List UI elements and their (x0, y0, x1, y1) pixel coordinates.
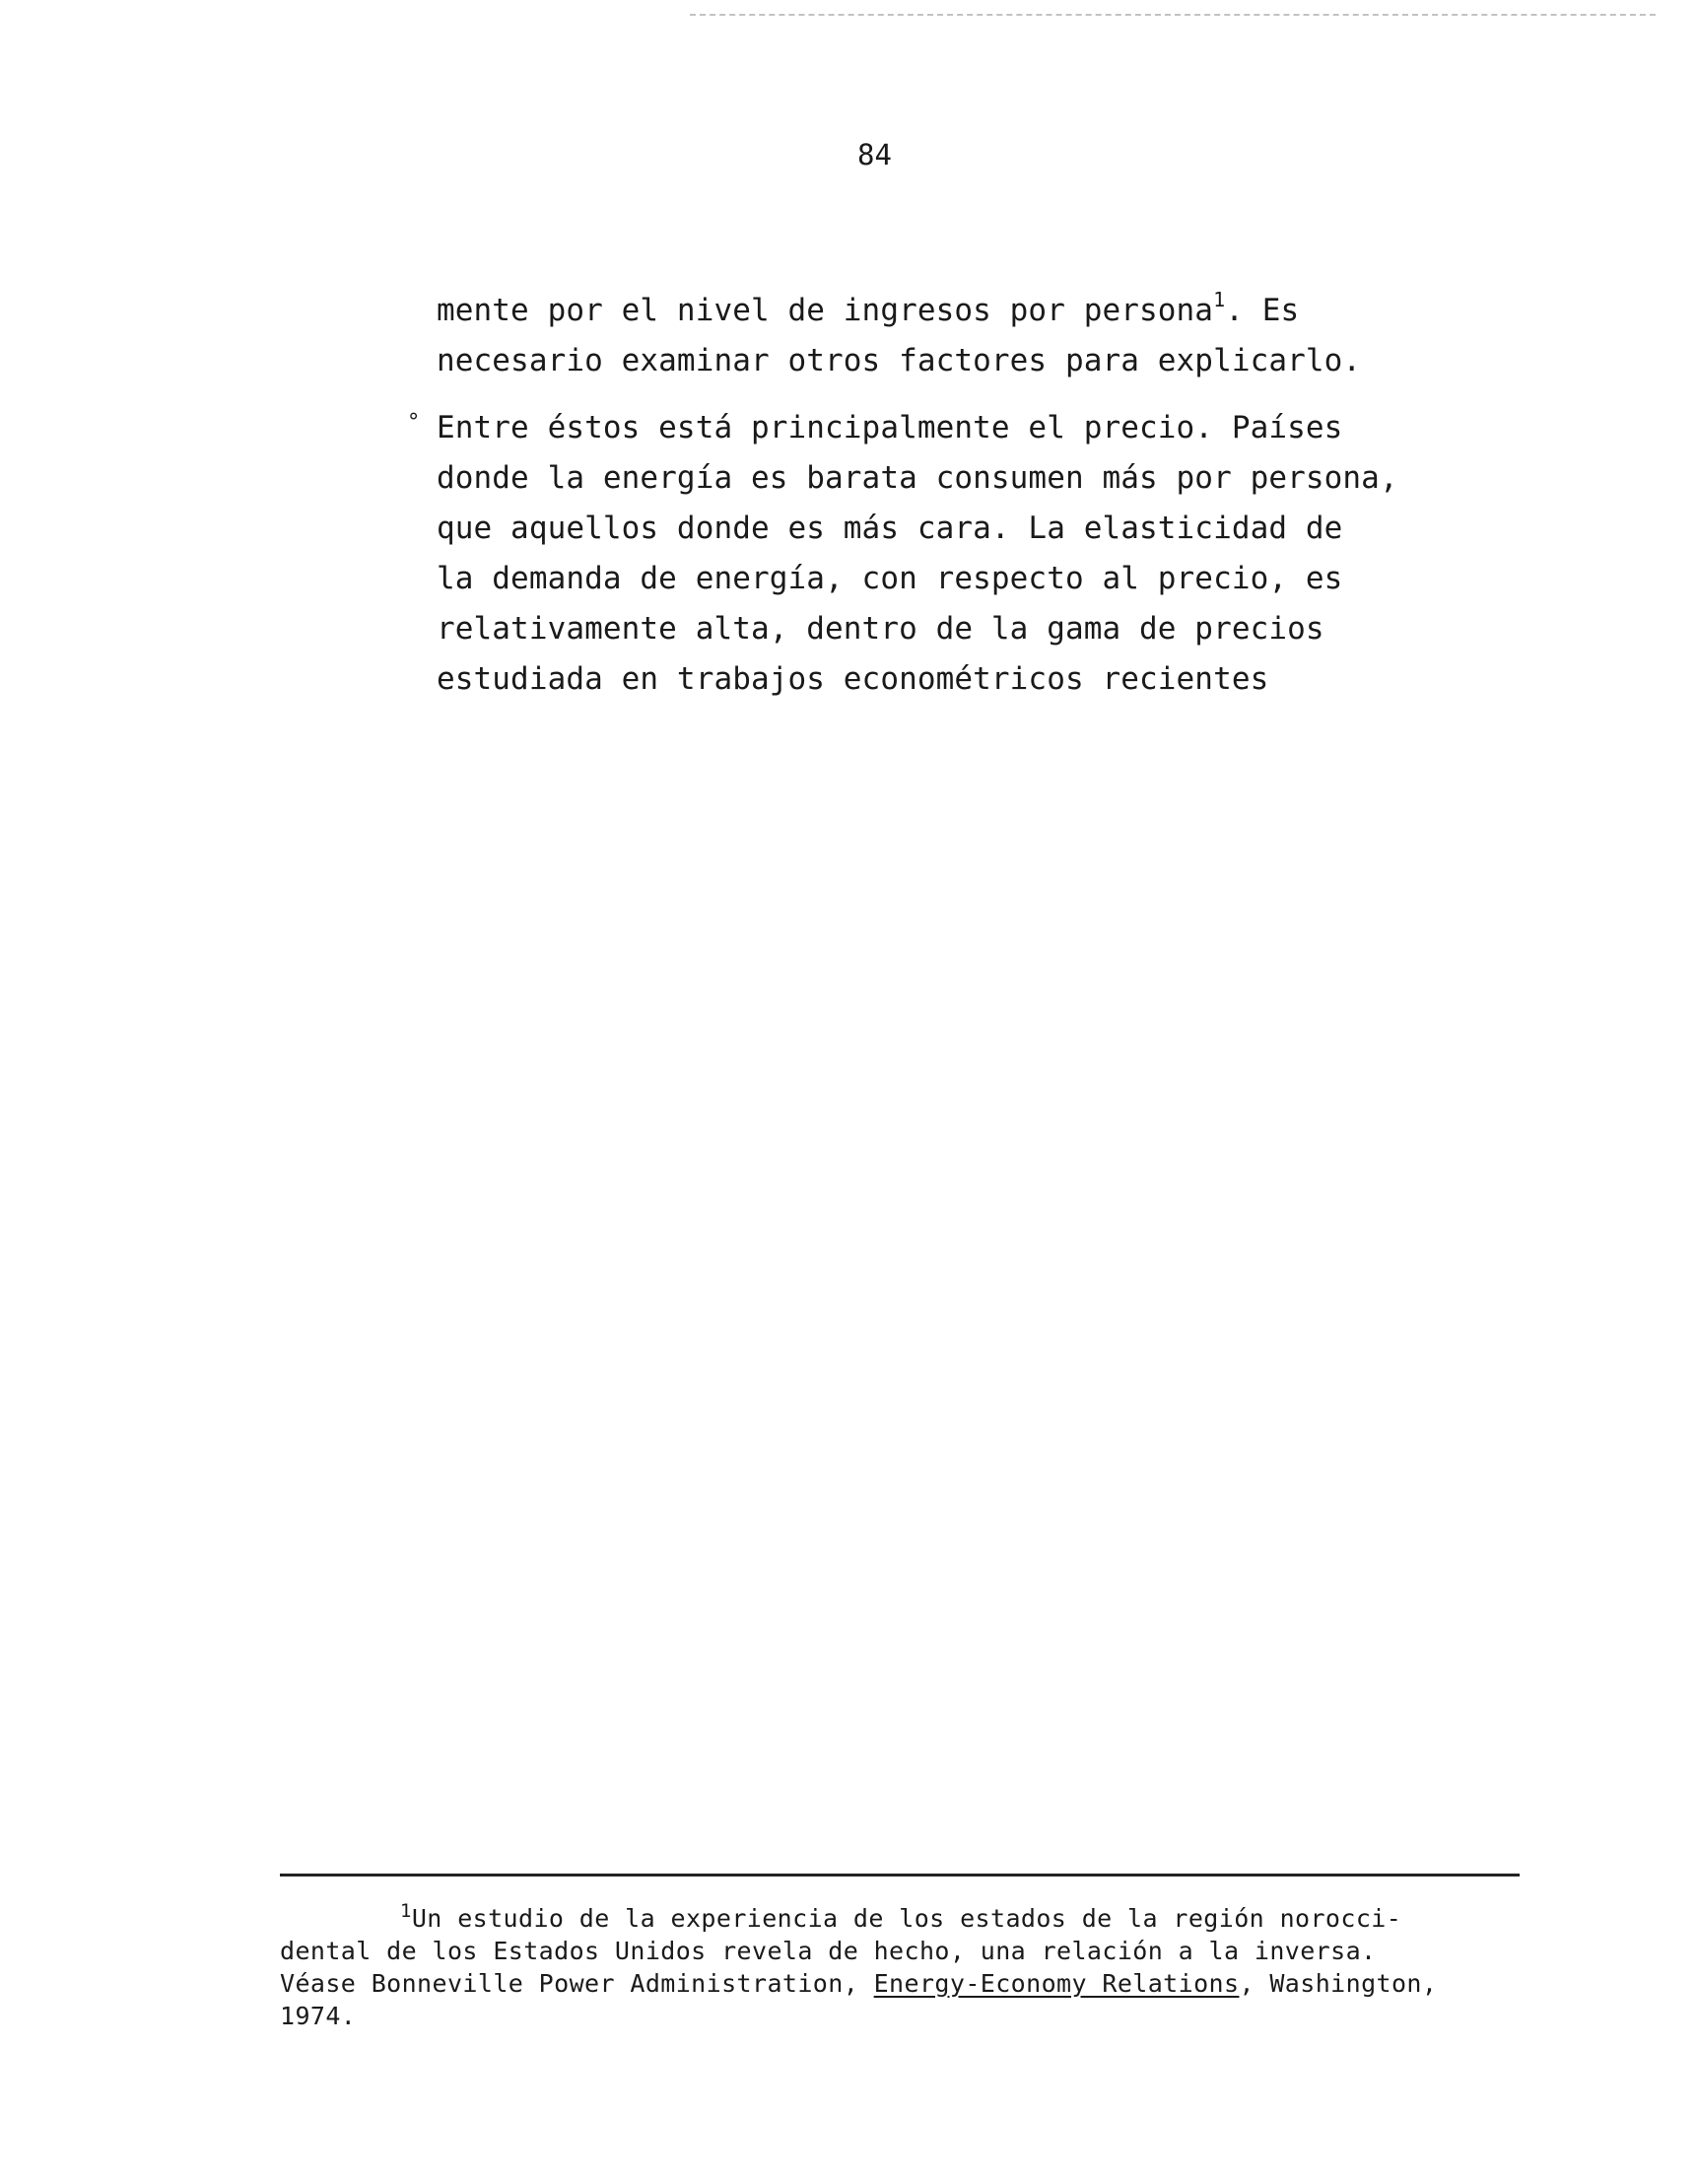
bullet-marker: ° (407, 410, 421, 435)
body-line-1-end: . Es (1225, 293, 1300, 328)
body-line: estudiada en trabajos econométricos recientes (437, 661, 1269, 697)
body-line: la demanda de energía, con respecto al precio, es (437, 561, 1343, 596)
body-line-1-text: mente por el nivel de ingresos por persona (437, 293, 1214, 328)
body-line: donde la energía es barata consumen más por persona, (437, 460, 1398, 496)
footnote-line-3-start: Véase Bonneville Power Administration, (280, 1969, 874, 1998)
footnote-line-1-text: Un estudio de la experiencia de los estados de la región norocci- (411, 1904, 1402, 1933)
footnote-reference: 1 (1213, 288, 1226, 311)
page-number: 84 (857, 138, 892, 171)
body-line: Entre éstos está principalmente el precio. Países (437, 410, 1343, 445)
footnote-marker: 1 (400, 1900, 412, 1922)
footnote (280, 1902, 1581, 2032)
body-text (407, 286, 1398, 705)
footnote-line-3 (280, 1967, 1581, 2000)
footnote-line-3-end: , Washington, (1239, 1969, 1438, 1998)
footnote-line-2: dental de los Estados Unidos revela de hecho, una relación a la inversa. (280, 1937, 1377, 1965)
paragraph-2 (407, 403, 1398, 705)
footnote-line-1 (280, 1902, 1581, 1935)
footnote-line-4: 1974. (280, 2002, 357, 2030)
body-line: que aquellos donde es más cara. La elasticidad de (437, 511, 1343, 546)
body-line: relativamente alta, dentro de la gama de precios (437, 611, 1324, 647)
scan-edge-marks (690, 14, 1656, 16)
body-line-2: necesario examinar otros factores para explicarlo. (437, 343, 1362, 378)
cited-title: Energy-Economy Relations (873, 1969, 1240, 1998)
body-line-1 (437, 286, 1343, 336)
footnote-separator (280, 1874, 1520, 1877)
